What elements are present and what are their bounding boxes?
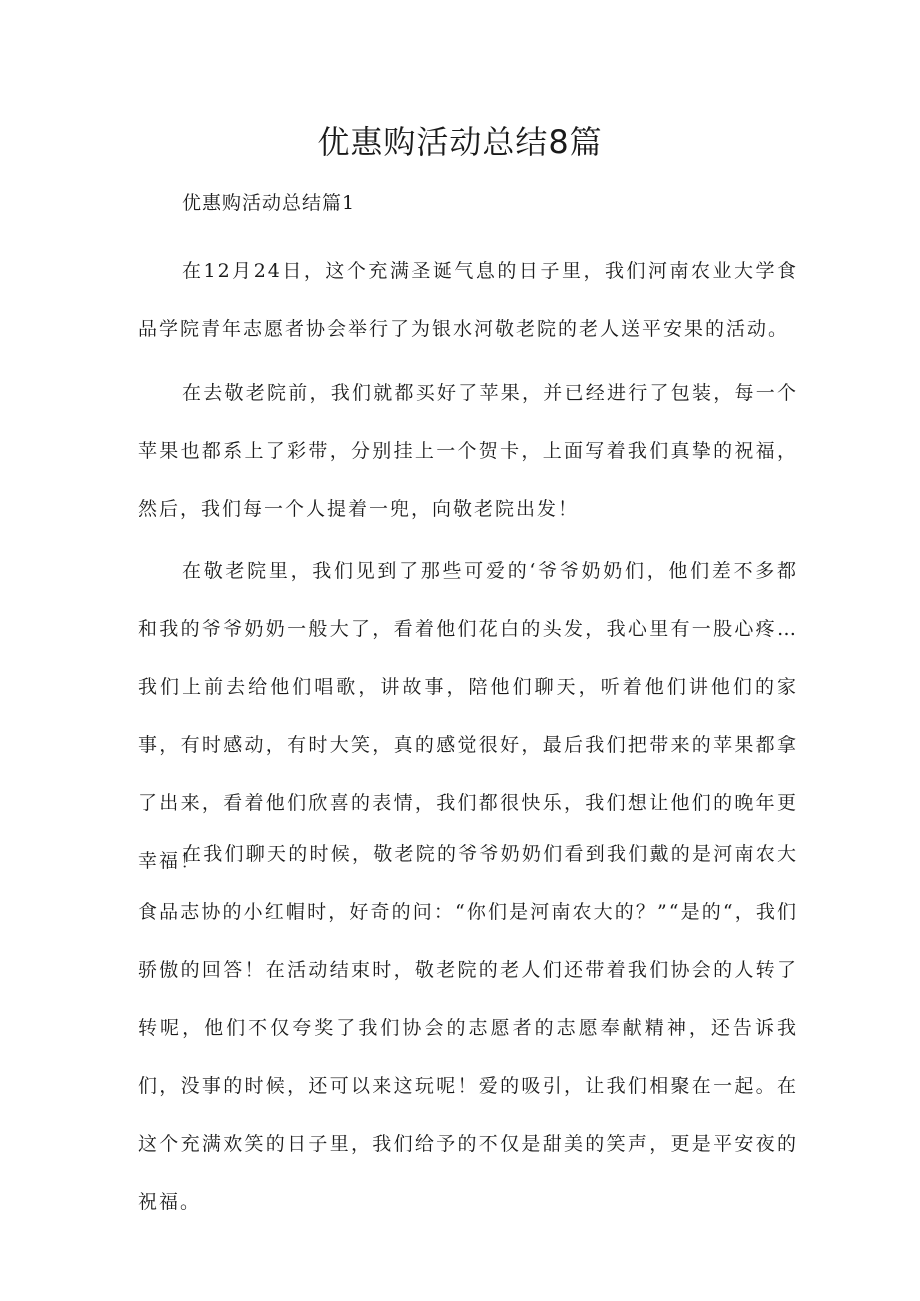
section-heading: 优惠购活动总结篇1	[182, 192, 356, 214]
paragraph-3: 在敬老院里，我们见到了那些可爱的‘爷爷奶奶们，他们差不多都和我的爷爷奶奶一般大了，看着他们花白的头发，我心里有一股心疼…我们上前去给他们唱歌，讲故事，陪他们聊天，听着他们讲他们的家事，有时感动，有时大笑，真的感觉很好，最后我们把带来的苹果都拿了出来，看着他们欣喜的表情，我们都很快乐，我们想让他们的晚年更幸福！	[138, 560, 798, 872]
document-title: 优惠购活动总结8篇	[317, 123, 603, 161]
paragraph-4: 在我们聊天的时候，敬老院的爷爷奶奶们看到我们戴的是河南农大食品志协的小红帽时，好奇的问：“你们是河南农大的？”“是的“，我们骄傲的回答！在活动结束时，敬老院的老人们还带着我们协会的人转了转呢，他们不仅夸奖了我们协会的志愿者的志愿奉献精神，还告诉我们，没事的时候，还可以来这玩呢！爱的吸引，让我们相聚在一起。在这个充满欢笑的日子里，我们给予的不仅是甜美的笑声，更是平安夜的祝福。	[138, 843, 798, 1213]
paragraph-1: 在12月24日，这个充满圣诞气息的日子里，我们河南农业大学食品学院青年志愿者协会举行了为银水河敬老院的老人送平安果的活动。	[138, 260, 798, 340]
paragraph-2: 在去敬老院前，我们就都买好了苹果，并已经进行了包装，每一个苹果也都系上了彩带，分别挂上一个贺卡，上面写着我们真挚的祝福，然后，我们每一个人提着一兜，向敬老院出发！	[138, 382, 798, 520]
